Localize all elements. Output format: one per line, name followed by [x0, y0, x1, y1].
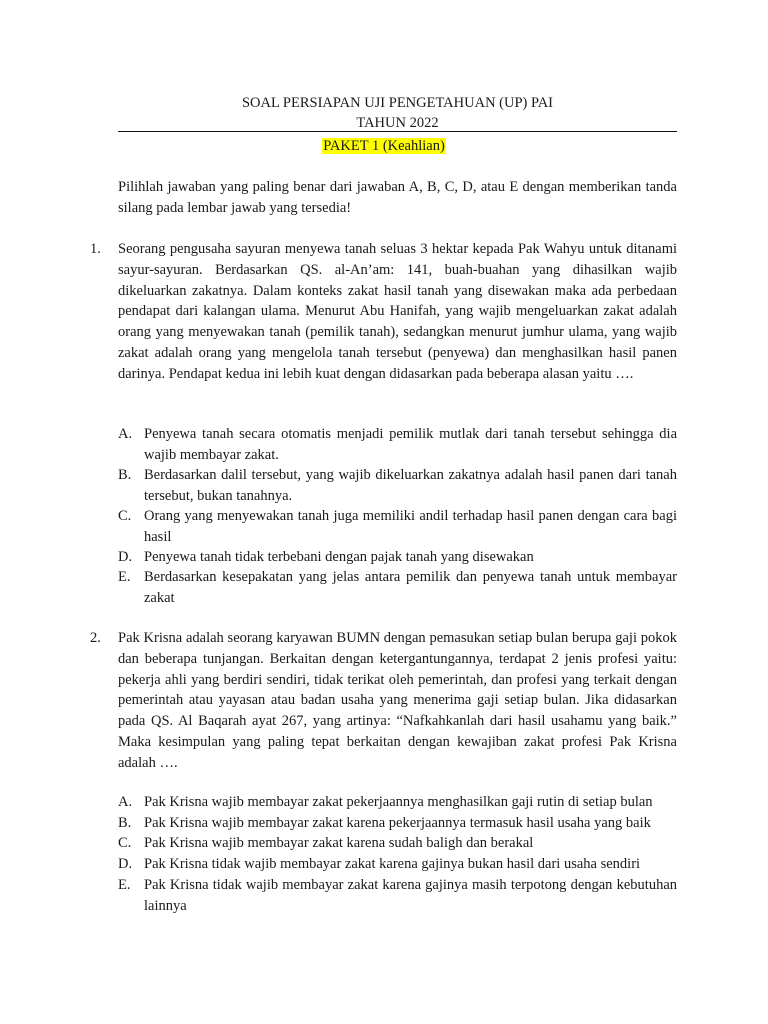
instructions: Pilihlah jawaban yang paling benar dari jawaban A, B, C, D, atau E dengan memberikan tanda silang pada lembar jawab yang tersedia!: [118, 179, 677, 216]
header-divider: [118, 131, 677, 132]
option-text: Berdasarkan dalil tersebut, yang wajib dikeluarkan zakatnya adalah hasil panen dari tanah tersebut, bukan tanahnya.: [144, 467, 677, 504]
answer-option: [118, 792, 677, 813]
answer-option: [118, 813, 677, 834]
answer-option: [118, 506, 677, 548]
answer-option: [118, 854, 677, 875]
option-letter: D.: [118, 549, 133, 565]
option-letter: C.: [118, 835, 132, 851]
option-text: Pak Krisna wajib membayar zakat pekerjaannya menghasilkan gaji rutin di setiap bulan: [144, 794, 653, 810]
option-letter: C.: [118, 508, 132, 524]
document-title: SOAL PERSIAPAN UJI PENGETAHUAN (UP) PAI: [241, 95, 554, 111]
option-letter: E.: [118, 569, 131, 585]
option-text: Pak Krisna wajib membayar zakat karena sudah baligh dan berakal: [144, 835, 534, 851]
option-text: Orang yang menyewakan tanah juga memiliki andil terhadap hasil panen dengan cara bagi hasil: [144, 508, 677, 545]
document-year: TAHUN 2022: [356, 115, 439, 131]
question-text: Seorang pengusaha sayuran menyewa tanah seluas 3 hektar kepada Pak Wahyu untuk ditanami sayur-sayuran. Berdasarkan QS. al-An’am: 141, buah-buahan yang dihasilkan wajib dikeluarkan zakatnya. Dalam konteks zakat hasil tanah yang disewakan maka ada perbedaan pendapat dari kalangan ulama. Menurut Abu Hanifah, yang wajib mengeluarkan zakat adalah orang yang menyewakan tanah (pemilik tanah), sedangkan menurut jumhur ulama, yang wajib zakat adalah orang yang mengelola tanah tersebut (penyewa) dan menghasilkan hasil panen darinya. Pendapat kedua ini lebih kuat dengan didasarkan pada beberapa alasan yaitu ….: [118, 241, 677, 382]
option-letter: A.: [118, 794, 133, 810]
option-letter: B.: [118, 467, 132, 483]
option-text: Pak Krisna tidak wajib membayar zakat karena gajinya bukan hasil dari usaha sendiri: [144, 856, 641, 872]
answer-option: [118, 465, 677, 507]
answer-option: [118, 547, 677, 568]
answer-option: [118, 833, 677, 854]
option-letter: A.: [118, 426, 133, 442]
option-text: Penyewa tanah tidak terbebani dengan pajak tanah yang disewakan: [144, 549, 534, 565]
option-text: Berdasarkan kesepakatan yang jelas antara pemilik dan penyewa tanah untuk membayar zakat: [144, 569, 677, 606]
question-number: 1.: [90, 241, 101, 257]
question-number: 2.: [90, 630, 101, 646]
paket-highlight: PAKET 1 (Keahlian): [323, 138, 445, 154]
option-text: Pak Krisna tidak wajib membayar zakat karena gajinya masih terpotong dengan kebutuhan lainnya: [144, 877, 677, 914]
option-text: Pak Krisna wajib membayar zakat karena pekerjaannya termasuk hasil usaha yang baik: [144, 815, 651, 831]
option-letter: E.: [118, 877, 131, 893]
answer-option: [118, 424, 677, 466]
question-text: Pak Krisna adalah seorang karyawan BUMN dengan pemasukan setiap bulan berupa gaji pokok dan beberapa tunjangan. Berkaitan dengan ketergantungannya, terdapat 2 jenis profesi yaitu: pekerja ahli yang berdiri sendiri, tidak terikat oleh pemerintah, dan profesi yang terkait dengan pemerintah atau yayasan atau badan usaha yang menerima gaji setiap bulan. Jika didasarkan pada QS. Al Baqarah ayat 267, yang artinya: “Nafkahkanlah dari hasil usahamu yang baik.” Maka kesimpulan yang paling tepat berkaitan dengan kewajiban zakat profesi Pak Krisna adalah ….: [118, 630, 677, 771]
option-letter: D.: [118, 856, 133, 872]
answer-option: [118, 875, 677, 917]
option-letter: B.: [118, 815, 132, 831]
paket-label: [0, 136, 768, 156]
answer-option: [118, 567, 677, 609]
option-text: Penyewa tanah secara otomatis menjadi pemilik mutlak dari tanah tersebut sehingga dia wajib membayar zakat.: [144, 426, 677, 463]
